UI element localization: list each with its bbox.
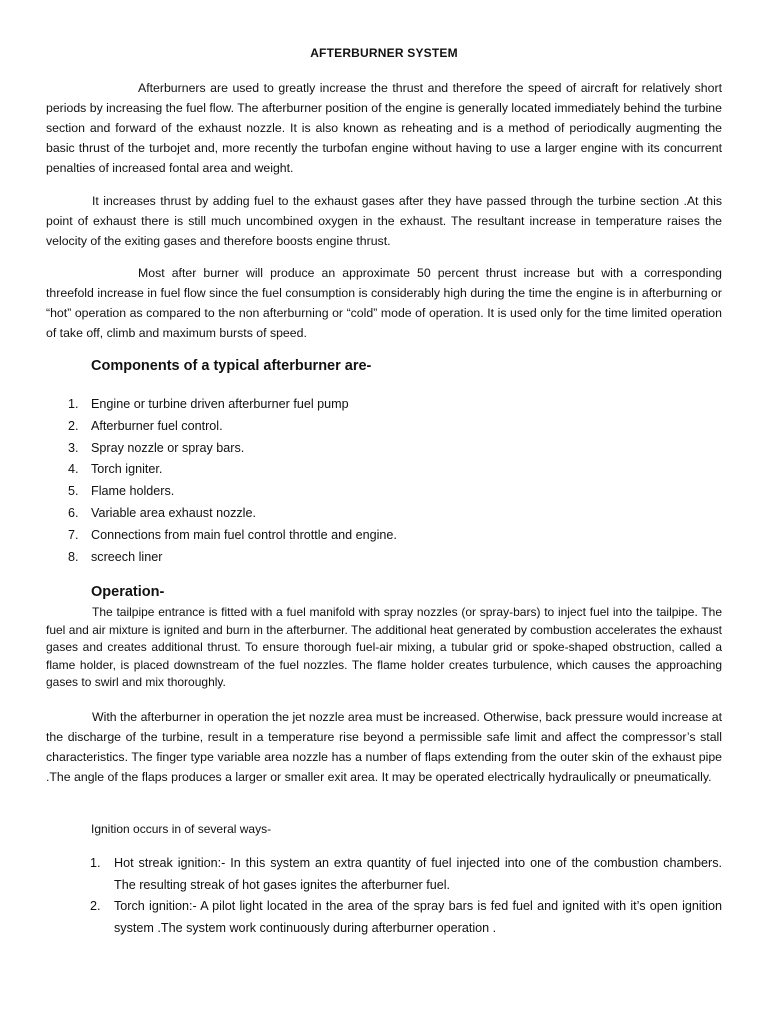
- operation-paragraph-1: The tailpipe entrance is fitted with a fuel manifold with spray nozzles (or spray-bars) to inject fuel into the tailpipe. The fuel and air mixture is ignited and burn in the afterburner. The additional heat generated by combustion accelerates the exhaust gases and creates additional thrust. To ensure thorough fuel-air mixing, a tubular grid or spoke-shaped obstruction, called a flame holder, is placed downstream of the fuel nozzles. The flame holder creates turbulence, which causes the approaching gases to swirl and mix thoroughly.: [46, 605, 722, 690]
- thrust-paragraph: It increases thrust by adding fuel to the exhaust gases after they have passed through the turbine section .At this point of exhaust there is still much uncombined oxygen in the exhaust. The resultant increase in temperature raises the velocity of the exiting gases and therefore boosts engine thrust.: [46, 194, 722, 248]
- list-item: 7. Connections from main fuel control throttle and engine.: [68, 527, 397, 542]
- list-item: 5. Flame holders.: [68, 484, 175, 499]
- components-heading: Components of a typical afterburner are-: [91, 358, 372, 374]
- ignition-list: [90, 853, 722, 939]
- list-item: 3. Spray nozzle or spray bars.: [68, 440, 245, 455]
- page-title: AFTERBURNER SYSTEM: [310, 46, 458, 60]
- list-item: 4. Torch igniter.: [68, 462, 163, 477]
- list-item: 2. Afterburner fuel control.: [68, 418, 223, 433]
- fuel-flow-paragraph: Most after burner will produce an approximate 50 percent thrust increase but with a corresponding threefold increase in fuel flow since the fuel consumption is considerably high during the time the engine is in afterburning or “hot” operation as compared to the non afterburning or “cold” mode of operation. It is used only for the time limited operation of take off, climb and maximum bursts of speed.: [46, 266, 722, 340]
- ignition-intro: Ignition occurs in of several ways-: [91, 822, 272, 836]
- operation-paragraph-2: With the afterburner in operation the jet nozzle area must be increased. Otherwise, back pressure would increase at the discharge of the turbine, result in a temperature rise beyond a permissible safe limit and affect the compressor’s stall characteristics. The finger type variable area nozzle has a number of flaps extending from the outer skin of the exhaust pipe .The angle of the flaps produces a larger or smaller exit area. It may be operated electrically hydraulically or pneumatically.: [46, 710, 722, 784]
- intro-paragraph: Afterburners are used to greatly increase the thrust and therefore the speed of aircraft for relatively short periods by increasing the fuel flow. The afterburner position of the engine is generally located immediately behind the turbine section and forward of the exhaust nozzle. It is also known as reheating and is a method of periodically augmenting the basic thrust of the turbojet and, more recently the turbofan engine without having to use a larger engine with its concurrent penalties of increased fontal area and weight.: [46, 81, 722, 175]
- components-list: [68, 394, 397, 568]
- list-item: 6. Variable area exhaust nozzle.: [68, 505, 256, 520]
- operation-heading: Operation-: [91, 584, 165, 600]
- list-item: 8. screech liner: [68, 549, 163, 564]
- list-item: 1. Hot streak ignition:- In this system an extra quantity of fuel injected into one of the combustion chambers. The resulting streak of hot gases ignites the afterburner fuel.: [90, 856, 722, 892]
- list-item: 2. Torch ignition:- A pilot light located in the area of the spray bars is fed fuel and ignited with it’s open ignition system .The system work continuously during afterburner operation .: [90, 899, 722, 935]
- list-item: 1. Engine or turbine driven afterburner fuel pump: [68, 397, 349, 411]
